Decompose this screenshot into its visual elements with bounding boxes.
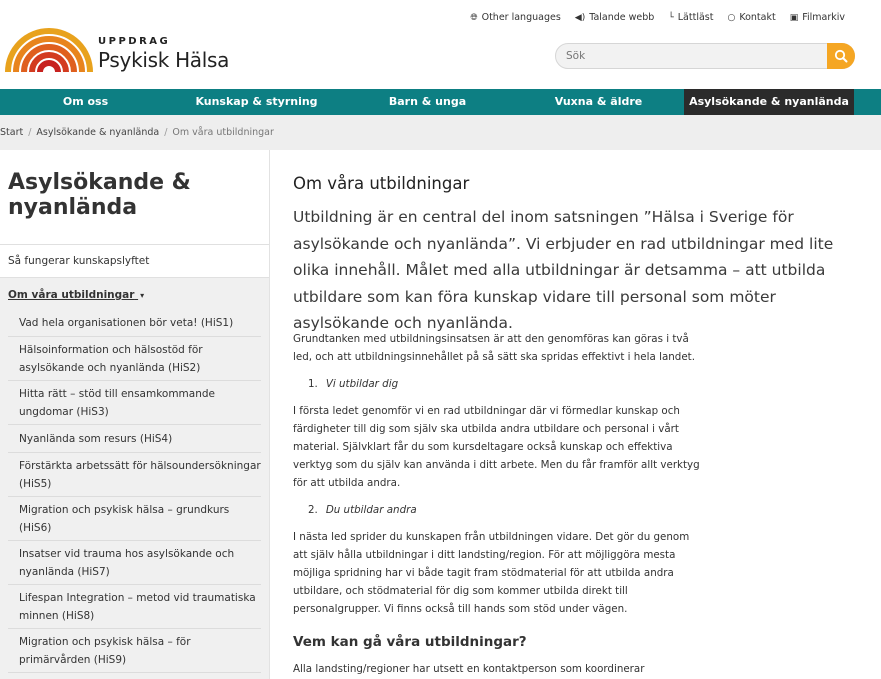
sidebar-sub-item[interactable]: Lifespan Integration – metod vid traumatiska minnen (HiS8): [8, 585, 261, 629]
search-icon: [834, 49, 848, 63]
step-label: Du utbildar andra: [325, 504, 417, 516]
sidebar-item-current[interactable]: [0, 278, 269, 309]
sidebar-sub-item[interactable]: Insatser vid trauma hos asylsökande och nyanlända (HiS7): [8, 541, 261, 585]
kontakt-link[interactable]: [727, 12, 775, 23]
breadcrumb: [0, 115, 881, 150]
sidebar-sub-item[interactable]: Hälsoinformation och hälsostöd för asylsökande och nyanlända (HiS2): [8, 337, 261, 381]
sidebar-sub-list: [0, 309, 269, 673]
sidebar-sub-item[interactable]: Förstärkta arbetssätt för hälsoundersökningar (HiS5): [8, 453, 261, 497]
logo-big-text: Psykisk Hälsa: [98, 48, 230, 72]
step-number: 2.: [308, 504, 318, 516]
step-item: [308, 501, 703, 519]
site-logo[interactable]: [4, 22, 244, 78]
site-header: [0, 0, 881, 89]
easy-read-icon: └: [668, 12, 674, 23]
paragraph: I första ledet genomför vi en rad utbildningar där vi förmedlar kunskap och färdigheter till dig som själv ska utbilda andra utbildare och personal i vårt material. Självklart får du som kursdeltagare också kunskap och effektiva verktyg som du själv kan använda i ditt arbete. Men du får framför allt verktyg för att utbilda andra.: [293, 405, 700, 489]
step-list: [308, 375, 703, 393]
sidebar-sub-item[interactable]: Hitta rätt – stöd till ensamkommande ungdomar (HiS3): [8, 381, 261, 425]
breadcrumb-start[interactable]: Start: [0, 127, 24, 138]
top-link-label: Other languages: [481, 12, 561, 23]
nav-kunskap-styrning[interactable]: Kunskap & styrning: [195, 95, 318, 108]
speaker-icon: ◀): [574, 12, 586, 23]
search-button[interactable]: [827, 43, 855, 69]
sidebar-item-kunskapslyftet[interactable]: Så fungerar kunskapslyftet: [0, 245, 269, 278]
step-number: 1.: [308, 378, 318, 390]
lattlast-link[interactable]: [668, 12, 713, 23]
top-link-label: Kontakt: [739, 12, 776, 23]
breadcrumb-asylsokande[interactable]: Asylsökande & nyanlända: [36, 127, 160, 138]
logo-small-text: UPPDRAG: [98, 36, 171, 47]
other-languages-link[interactable]: [470, 12, 560, 23]
caret-down-icon: ▾: [140, 291, 145, 300]
section-heading: Vem kan gå våra utbildningar?: [293, 634, 527, 650]
top-link-label: Lättläst: [677, 12, 714, 23]
sidebar-sub-item[interactable]: Vad hela organisationen bör veta! (HiS1): [8, 309, 261, 337]
paragraph: Alla landsting/regioner har utsett en kontaktperson som koordinerar: [293, 663, 645, 675]
sidebar-current-label: Om våra utbildningar: [8, 289, 135, 301]
step-item: [308, 375, 703, 393]
film-icon: ▣: [789, 12, 799, 23]
top-link-label: Filmarkiv: [802, 12, 845, 23]
search-input[interactable]: [566, 44, 816, 68]
page-title: Om våra utbildningar: [293, 174, 470, 193]
chat-icon: ○: [727, 12, 736, 23]
nav-asylsokande-nyanlanda[interactable]: Asylsökande & nyanlända: [684, 89, 854, 115]
globe-icon: 🌐︎: [470, 12, 478, 23]
sidebar-sub-item[interactable]: Migration och psykisk hälsa – grundkurs (HiS6): [8, 497, 261, 541]
talande-webb-link[interactable]: [575, 12, 655, 23]
sidebar-sub-item[interactable]: Migration och psykisk hälsa – för primärvården (HiS9): [8, 629, 261, 673]
top-links: [456, 12, 845, 23]
nav-vuxna-aldre[interactable]: Vuxna & äldre: [554, 95, 643, 108]
sidebar-title: Asylsökande & nyanlända: [0, 150, 269, 245]
nav-om-oss[interactable]: Om oss: [62, 95, 109, 108]
filmarkiv-link[interactable]: [790, 12, 845, 23]
lead-paragraph: Utbildning är en central del inom satsningen ”Hälsa i Sverige för asylsökande och nyanlända”. Vi erbjuder en rad utbildningar med lite olika innehåll. Målet med alla utbildningar är detsamma – att utbilda utbildare som kan föra kunskap vidare till personal som möter asylsökande och nyanlända.: [293, 208, 834, 333]
nav-barn-unga[interactable]: Barn & unga: [388, 95, 467, 108]
main-nav: [0, 89, 881, 115]
breadcrumb-separator: /: [164, 127, 168, 138]
step-list: [308, 501, 703, 519]
sidebar: [0, 150, 270, 679]
paragraph: I nästa led sprider du kunskapen från utbildningen vidare. Det gör du genom att själv hålla utbildningar i ditt landsting/region. För att möjliggöra mesta möjliga spridning har vi både tagit fram stödmaterial för att utbilda andra utbildare, och stödmaterial för dig som kommer utbilda direkt till personalgrupper. Vi finns också till hands som stöd under vägen.: [293, 531, 690, 615]
logo-text: [98, 36, 229, 72]
top-link-label: Talande webb: [589, 12, 655, 23]
sidebar-sub-item[interactable]: Nyanlända som resurs (HiS4): [8, 425, 261, 453]
paragraph: Grundtanken med utbildningsinsatsen är att den genomföras kan göras i två led, och att utbildningsinnehållet på så sätt ska spridas effektivt i hela landet.: [293, 333, 695, 363]
breadcrumb-current: Om våra utbildningar: [172, 127, 274, 138]
breadcrumb-separator: /: [28, 127, 32, 138]
step-label: Vi utbildar dig: [325, 378, 399, 390]
body-text: [293, 330, 703, 627]
search-box: [555, 43, 855, 69]
rainbow-logo-icon: [4, 22, 94, 74]
